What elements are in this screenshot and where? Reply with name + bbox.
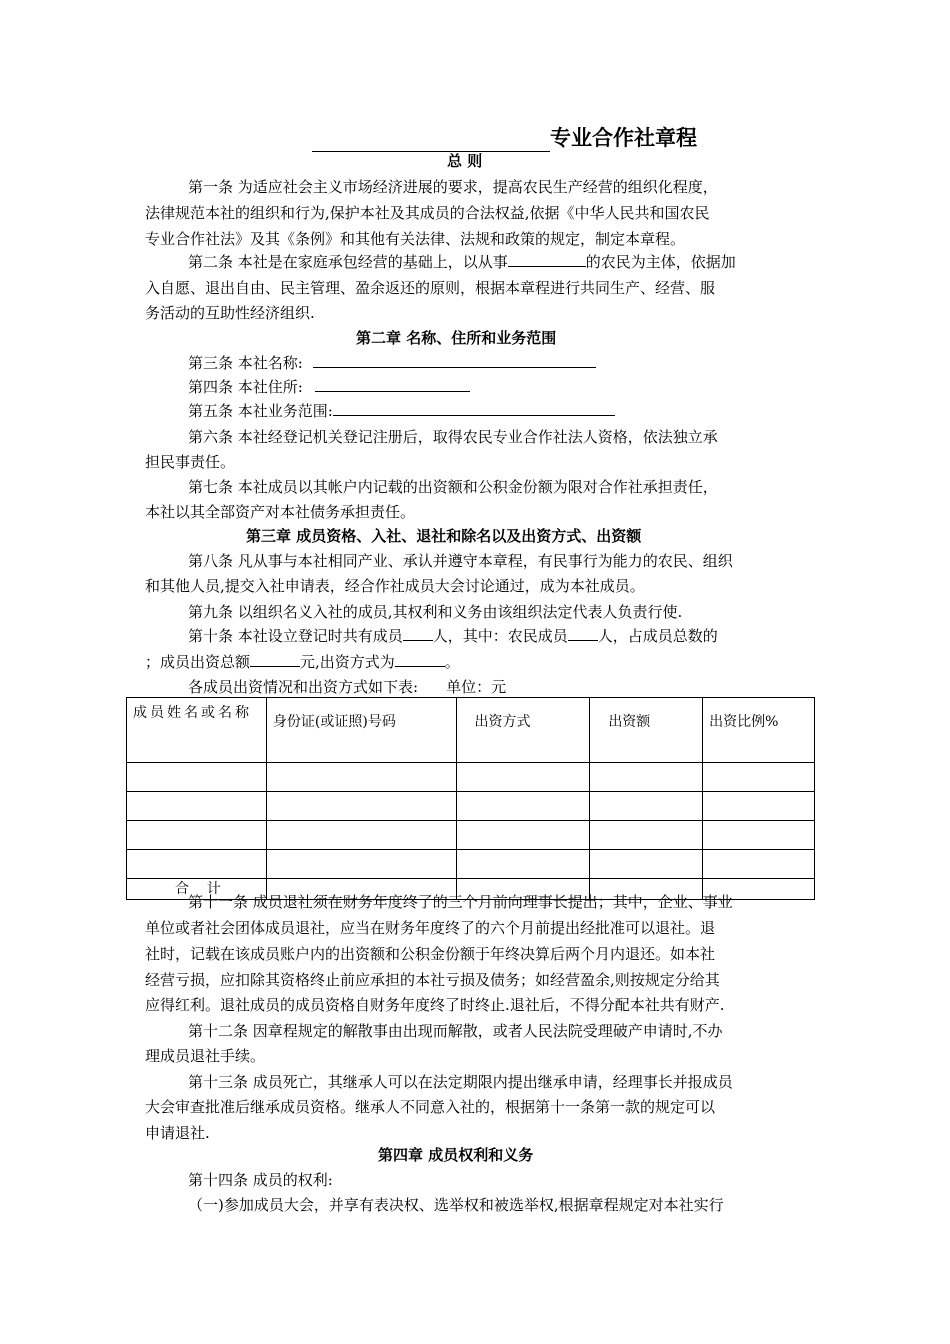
article-8-line-1: 第八条 凡从事与本社相同产业、承认并遵守本章程，有民事行为能力的农民、组织 — [188, 552, 733, 570]
article-2-line-1: 第二条 本社是在家庭承包经营的基础上，以从事 的农民为主体，依据加 — [188, 250, 736, 274]
general-heading: 总 则 — [447, 152, 483, 170]
header-member-name: 成员姓名或名称 — [127, 698, 267, 763]
table-row — [127, 850, 815, 879]
article-9: 第九条 以组织名义入社的成员,其权利和义务由该组织法定代表人负责行使. — [188, 603, 683, 621]
name-blank[interactable] — [313, 351, 596, 368]
article-11-line-1: 第十一条 成员退社须在财务年度终了的三个月前向理事长提出；其中，企业、事业 — [188, 893, 733, 911]
article-6-line-2: 担民事责任。 — [145, 453, 236, 471]
article-7-line-2: 本社以其全部资产对本社债务承担责任。 — [145, 503, 416, 521]
total-contribution-blank[interactable] — [250, 650, 300, 667]
article-5: 第五条 本社业务范围: — [188, 399, 615, 423]
article-10-line-2: ；成员出资总额 元,出资方式为 。 — [145, 650, 460, 674]
total-label: 合 计 — [127, 879, 267, 900]
article-1-line-1: 第一条 为适应社会主义市场经济进展的要求，提高农民生产经营的组织化程度， — [188, 178, 718, 196]
contribution-method-blank[interactable] — [395, 650, 445, 667]
member-count-blank[interactable] — [403, 624, 433, 641]
chapter-4-heading: 第四章 成员权利和义务 — [378, 1146, 534, 1164]
article-1-line-3: 专业合作社法》及其《条例》和其他有关法律、法规和政策的规定，制定本章程。 — [145, 230, 686, 248]
unit-label: 单位：元 — [446, 678, 507, 696]
industry-blank[interactable] — [508, 250, 586, 267]
table-header-row — [127, 698, 815, 763]
article-11-line-5: 应得红利。退社成员的成员资格自财务年度终了时终止.退社后，不得分配本社共有财产. — [145, 996, 725, 1014]
chapter-2-heading: 第二章 名称、住所和业务范围 — [356, 329, 557, 347]
article-10-line-1: 第十条 本社设立登记时共有成员 人，其中：农民成员 人，占成员总数的 — [188, 624, 718, 648]
article-13-line-1: 第十三条 成员死亡，其继承人可以在法定期限内提出继承申请，经理事长并报成员 — [188, 1073, 733, 1091]
header-ratio: 出资比例% — [703, 698, 815, 763]
cooperative-name-blank[interactable] — [312, 131, 550, 152]
table-row — [127, 821, 815, 850]
article-11-line-3: 社时，记载在该成员账户内的出资额和公积金份额于年终决算后两个月内退还。如本社 — [145, 945, 716, 963]
header-method: 出资方式 — [456, 698, 590, 763]
article-14-item-1: （一)参加成员大会，并享有表决权、选举权和被选举权,根据章程规定对本社实行 — [188, 1196, 724, 1214]
document-title: 专业合作社章程 — [312, 124, 697, 152]
article-2-line-3: 务活动的互助性经济组织. — [145, 304, 315, 322]
header-id-number: 身份证(或证照)号码 — [266, 698, 456, 763]
article-2-line-2: 入自愿、退出自由、民主管理、盈余返还的原则，根据本章程进行共同生产、经营、服 — [145, 279, 716, 297]
article-4: 第四条 本社住所: — [188, 375, 470, 399]
article-13-line-3: 申请退社. — [145, 1124, 210, 1142]
article-6-line-1: 第六条 本社经登记机关登记注册后，取得农民专业合作社法人资格，依法独立承 — [188, 428, 718, 446]
article-13-line-2: 大会审查批准后继承成员资格。继承人不同意入社的，根据第十一条第一款的规定可以 — [145, 1098, 716, 1116]
business-scope-blank[interactable] — [333, 399, 615, 416]
table-row — [127, 763, 815, 792]
table-row — [127, 792, 815, 821]
article-1-line-2: 法律规范本社的组织和行为,保护本社及其成员的合法权益,依据《中华人民共和国农民 — [145, 204, 710, 222]
table-caption: 各成员出资情况和出资方式如下表: 单位：元 — [188, 678, 507, 696]
header-amount: 出资额 — [590, 698, 703, 763]
farmer-count-blank[interactable] — [568, 624, 598, 641]
chapter-3-heading: 第三章 成员资格、入社、退社和除名以及出资方式、出资额 — [246, 527, 642, 545]
article-12-line-2: 理成员退社手续。 — [145, 1047, 266, 1065]
article-11-line-2: 单位或者社会团体成员退社，应当在财务年度终了的六个月前提出经批准可以退社。退 — [145, 919, 716, 937]
contribution-table — [126, 697, 815, 900]
article-3: 第三条 本社名称: — [188, 351, 596, 375]
address-blank[interactable] — [315, 375, 470, 392]
article-8-line-2: 和其他人员,提交入社申请表，经合作社成员大会讨论通过，成为本社成员。 — [145, 577, 645, 595]
article-14: 第十四条 成员的权利: — [188, 1171, 333, 1189]
article-12-line-1: 第十二条 因章程规定的解散事由出现而解散，或者人民法院受理破产申请时,不办 — [188, 1022, 723, 1040]
article-7-line-1: 第七条 本社成员以其帐户内记载的出资额和公积金份额为限对合作社承担责任， — [188, 478, 718, 496]
article-11-line-4: 经营亏损，应扣除其资格终止前应承担的本社亏损及债务；如经营盈余,则按规定分给其 — [145, 971, 720, 989]
